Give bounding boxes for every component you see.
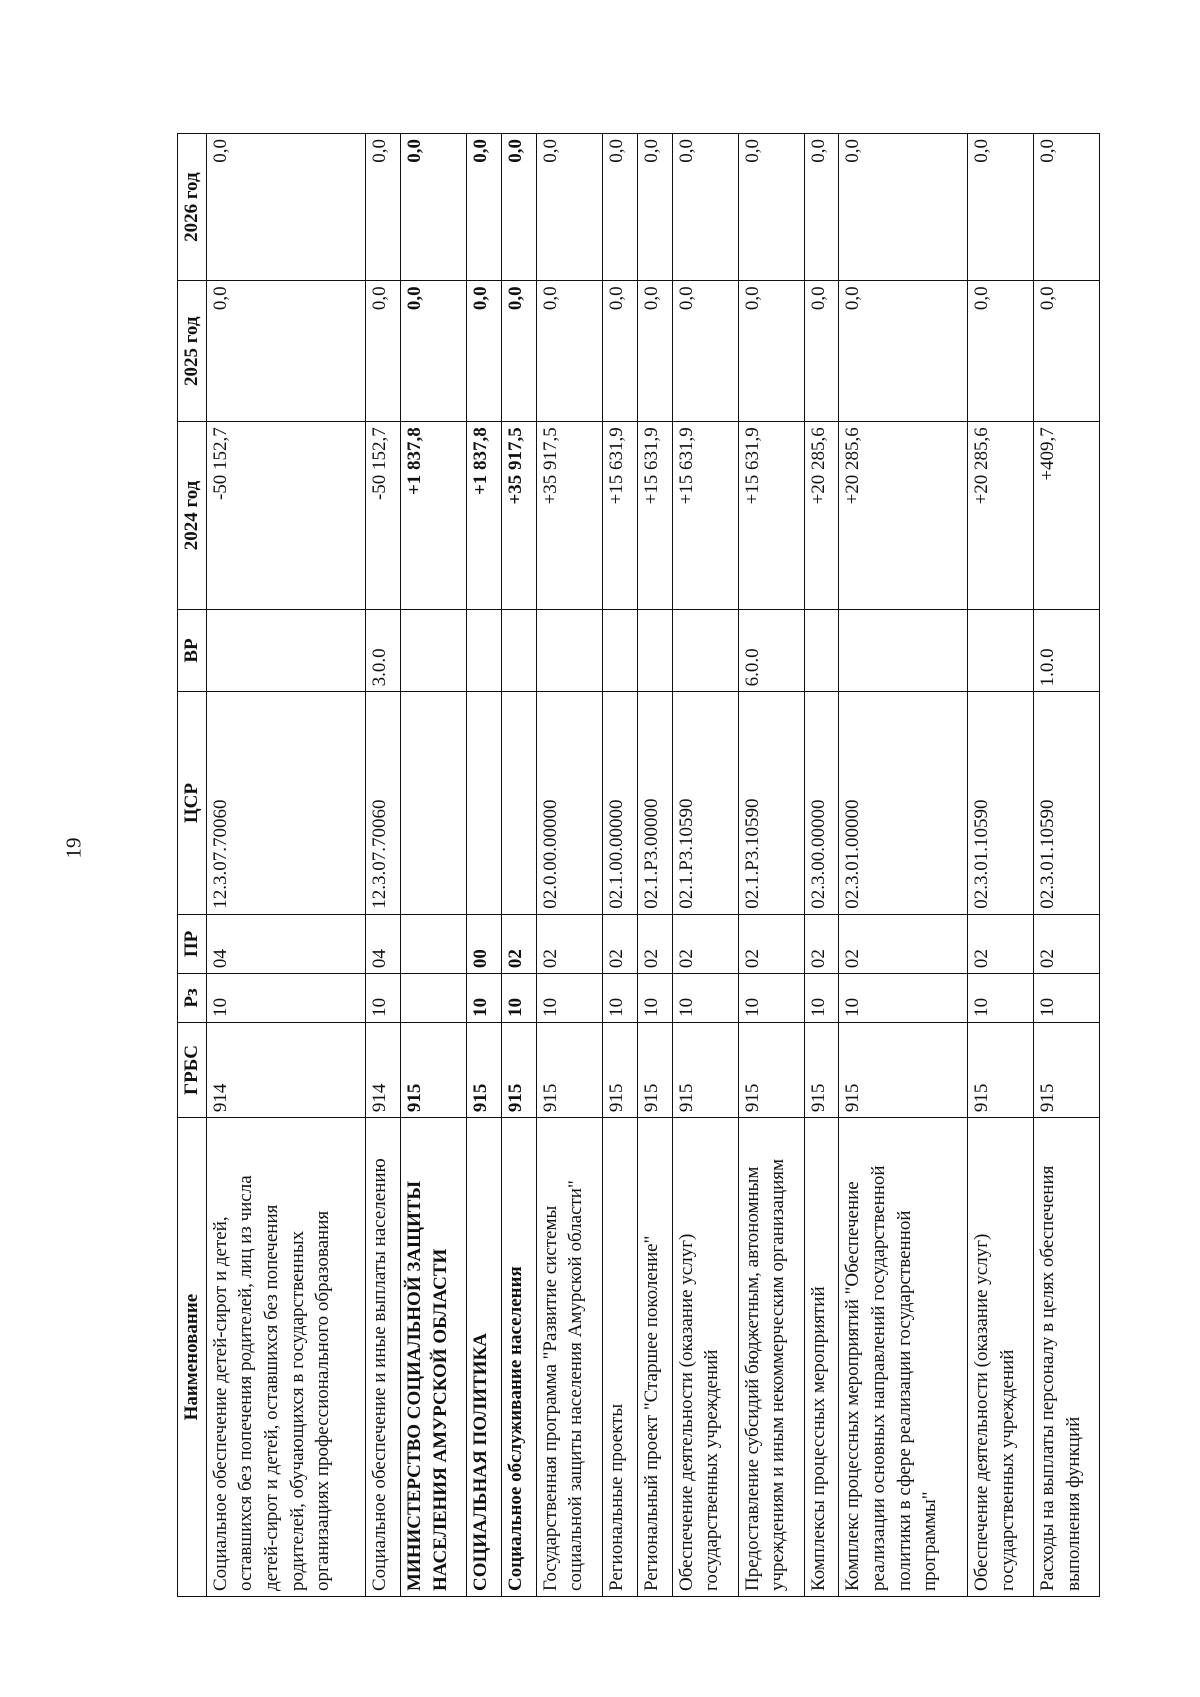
table-row (467, 134, 502, 1597)
cell-y2025: 0,0 (401, 281, 467, 422)
cell-vr (602, 609, 637, 692)
table-row (672, 134, 738, 1597)
cell-grbs: 915 (672, 1022, 738, 1117)
cell-vr (501, 609, 536, 692)
header-vr: ВР (178, 609, 207, 692)
cell-rz: 10 (1033, 974, 1099, 1023)
cell-y2026: 0,0 (206, 134, 366, 281)
cell-y2025: 0,0 (839, 281, 967, 422)
cell-y2025: 0,0 (366, 281, 401, 422)
cell-name: СОЦИАЛЬНАЯ ПОЛИТИКА (467, 1118, 502, 1597)
cell-name: Предоставление субсидий бюджетным, автономным учреждениям и иным некоммерческим организациям (738, 1118, 804, 1597)
cell-name: Социальное обслуживание населения (501, 1118, 536, 1597)
cell-name: Социальное обеспечение и иные выплаты населению (366, 1118, 401, 1597)
cell-y2024: +35 917,5 (501, 422, 536, 610)
table-row (501, 134, 536, 1597)
cell-y2025: 0,0 (804, 281, 839, 422)
cell-y2024: -50 152,7 (366, 422, 401, 610)
cell-pr: 00 (467, 914, 502, 973)
cell-y2024: +15 631,9 (602, 422, 637, 610)
cell-grbs: 914 (366, 1022, 401, 1117)
cell-grbs: 914 (206, 1022, 366, 1117)
header-row (178, 134, 207, 1597)
cell-y2024: +1 837,8 (467, 422, 502, 610)
cell-name: Региональный проект "Старшее поколение" (637, 1118, 672, 1597)
cell-y2024: +15 631,9 (637, 422, 672, 610)
cell-csr (501, 692, 536, 914)
cell-csr: 02.0.00.00000 (536, 692, 602, 914)
cell-y2026: 0,0 (536, 134, 602, 281)
cell-y2026: 0,0 (501, 134, 536, 281)
header-rz: Рз (178, 974, 207, 1023)
cell-rz: 10 (467, 974, 502, 1023)
table-row (602, 134, 637, 1597)
cell-vr (804, 609, 839, 692)
cell-y2025: 0,0 (967, 281, 1033, 422)
cell-rz: 10 (804, 974, 839, 1023)
cell-pr: 02 (602, 914, 637, 973)
cell-vr (467, 609, 502, 692)
cell-grbs: 915 (602, 1022, 637, 1117)
cell-y2025: 0,0 (738, 281, 804, 422)
cell-y2026: 0,0 (738, 134, 804, 281)
cell-csr (401, 692, 467, 914)
cell-csr: 02.1.Р3.10590 (738, 692, 804, 914)
cell-pr: 04 (366, 914, 401, 973)
header-name: Наименование (178, 1118, 207, 1597)
cell-grbs: 915 (467, 1022, 502, 1117)
cell-y2026: 0,0 (637, 134, 672, 281)
cell-pr: 02 (839, 914, 967, 973)
cell-name: Комплексы процессных мероприятий (804, 1118, 839, 1597)
table-row (1033, 134, 1099, 1597)
cell-y2024: +409,7 (1033, 422, 1099, 610)
cell-y2026: 0,0 (401, 134, 467, 281)
cell-y2026: 0,0 (967, 134, 1033, 281)
cell-csr: 02.3.01.10590 (1033, 692, 1099, 914)
cell-csr: 02.1.Р3.00000 (637, 692, 672, 914)
table-row (738, 134, 804, 1597)
cell-y2024: -50 152,7 (206, 422, 366, 610)
cell-grbs: 915 (401, 1022, 467, 1117)
cell-rz: 10 (366, 974, 401, 1023)
header-pr: ПР (178, 914, 207, 973)
cell-vr: 6.0.0 (738, 609, 804, 692)
cell-vr (637, 609, 672, 692)
cell-vr (206, 609, 366, 692)
cell-grbs: 915 (804, 1022, 839, 1117)
cell-csr: 02.3.01.10590 (967, 692, 1033, 914)
cell-name: Региональные проекты (602, 1118, 637, 1597)
table-row (366, 134, 401, 1597)
cell-grbs: 915 (839, 1022, 967, 1117)
table-row (206, 134, 366, 1597)
cell-pr: 02 (738, 914, 804, 973)
cell-csr: 12.3.07.70060 (366, 692, 401, 914)
cell-grbs: 915 (738, 1022, 804, 1117)
cell-rz: 10 (672, 974, 738, 1023)
cell-grbs: 915 (637, 1022, 672, 1117)
cell-pr: 02 (967, 914, 1033, 973)
table-row (536, 134, 602, 1597)
header-y2024: 2024 год (178, 422, 207, 610)
cell-vr (839, 609, 967, 692)
header-csr: ЦСР (178, 692, 207, 914)
page-number: 19 (61, 837, 86, 859)
cell-rz: 10 (967, 974, 1033, 1023)
cell-y2026: 0,0 (1033, 134, 1099, 281)
cell-vr: 1.0.0 (1033, 609, 1099, 692)
cell-vr (401, 609, 467, 692)
header-y2025: 2025 год (178, 281, 207, 422)
cell-csr: 02.1.Р3.10590 (672, 692, 738, 914)
cell-grbs: 915 (1033, 1022, 1099, 1117)
cell-y2025: 0,0 (1033, 281, 1099, 422)
cell-y2024: +20 285,6 (967, 422, 1033, 610)
cell-y2024: +20 285,6 (839, 422, 967, 610)
cell-y2026: 0,0 (839, 134, 967, 281)
cell-vr: 3.0.0 (366, 609, 401, 692)
cell-pr: 04 (206, 914, 366, 973)
cell-y2025: 0,0 (467, 281, 502, 422)
table-row (637, 134, 672, 1597)
cell-y2024: +15 631,9 (672, 422, 738, 610)
cell-y2025: 0,0 (536, 281, 602, 422)
cell-y2026: 0,0 (672, 134, 738, 281)
cell-pr: 02 (637, 914, 672, 973)
cell-y2024: +35 917,5 (536, 422, 602, 610)
cell-y2024: +1 837,8 (401, 422, 467, 610)
cell-rz: 10 (839, 974, 967, 1023)
table-row (839, 134, 967, 1597)
cell-y2026: 0,0 (366, 134, 401, 281)
cell-rz: 10 (501, 974, 536, 1023)
cell-name: Обеспечение деятельности (оказание услуг) государственных учреждений (672, 1118, 738, 1597)
cell-pr: 02 (804, 914, 839, 973)
header-y2026: 2026 год (178, 134, 207, 281)
rotated-table-container (177, 133, 1100, 1597)
cell-y2025: 0,0 (206, 281, 366, 422)
cell-y2026: 0,0 (804, 134, 839, 281)
table-row (804, 134, 839, 1597)
cell-y2025: 0,0 (602, 281, 637, 422)
cell-grbs: 915 (536, 1022, 602, 1117)
cell-name: МИНИСТЕРСТВО СОЦИАЛЬНОЙ ЗАЩИТЫ НАСЕЛЕНИЯ АМУРСКОЙ ОБЛАСТИ (401, 1118, 467, 1597)
cell-rz: 10 (738, 974, 804, 1023)
cell-csr: 02.3.01.00000 (839, 692, 967, 914)
cell-csr: 02.1.00.00000 (602, 692, 637, 914)
cell-name: Комплекс процессных мероприятий "Обеспечение реализации основных направлений государственной политики в сфере реализации государственной программы" (839, 1118, 967, 1597)
cell-rz: 10 (637, 974, 672, 1023)
table-row (401, 134, 467, 1597)
cell-vr (967, 609, 1033, 692)
cell-grbs: 915 (501, 1022, 536, 1117)
cell-csr (467, 692, 502, 914)
cell-pr: 02 (536, 914, 602, 973)
cell-pr: 02 (672, 914, 738, 973)
cell-pr (401, 914, 467, 973)
cell-rz (401, 974, 467, 1023)
cell-name: Социальное обеспечение детей-сирот и детей, оставшихся без попечения родителей, лиц из числа детей-сирот и детей, оставшихся без попечения родителей, обучающихся в государственных организациях профессионального образования (206, 1118, 366, 1597)
cell-y2026: 0,0 (467, 134, 502, 281)
budget-table (177, 133, 1100, 1597)
cell-rz: 10 (206, 974, 366, 1023)
cell-name: Обеспечение деятельности (оказание услуг) государственных учреждений (967, 1118, 1033, 1597)
cell-pr: 02 (1033, 914, 1099, 973)
cell-csr: 02.3.00.00000 (804, 692, 839, 914)
cell-rz: 10 (536, 974, 602, 1023)
cell-rz: 10 (602, 974, 637, 1023)
cell-grbs: 915 (967, 1022, 1033, 1117)
cell-y2026: 0,0 (602, 134, 637, 281)
cell-csr: 12.3.07.70060 (206, 692, 366, 914)
cell-vr (536, 609, 602, 692)
table-row (967, 134, 1033, 1597)
cell-name: Государственная программа "Развитие системы социальной защиты населения Амурской области" (536, 1118, 602, 1597)
cell-y2024: +15 631,9 (738, 422, 804, 610)
cell-name: Расходы на выплаты персоналу в целях обеспечения выполнения функций (1033, 1118, 1099, 1597)
header-grbs: ГРБС (178, 1022, 207, 1117)
cell-y2024: +20 285,6 (804, 422, 839, 610)
cell-y2025: 0,0 (501, 281, 536, 422)
cell-vr (672, 609, 738, 692)
cell-y2025: 0,0 (637, 281, 672, 422)
cell-y2025: 0,0 (672, 281, 738, 422)
cell-pr: 02 (501, 914, 536, 973)
